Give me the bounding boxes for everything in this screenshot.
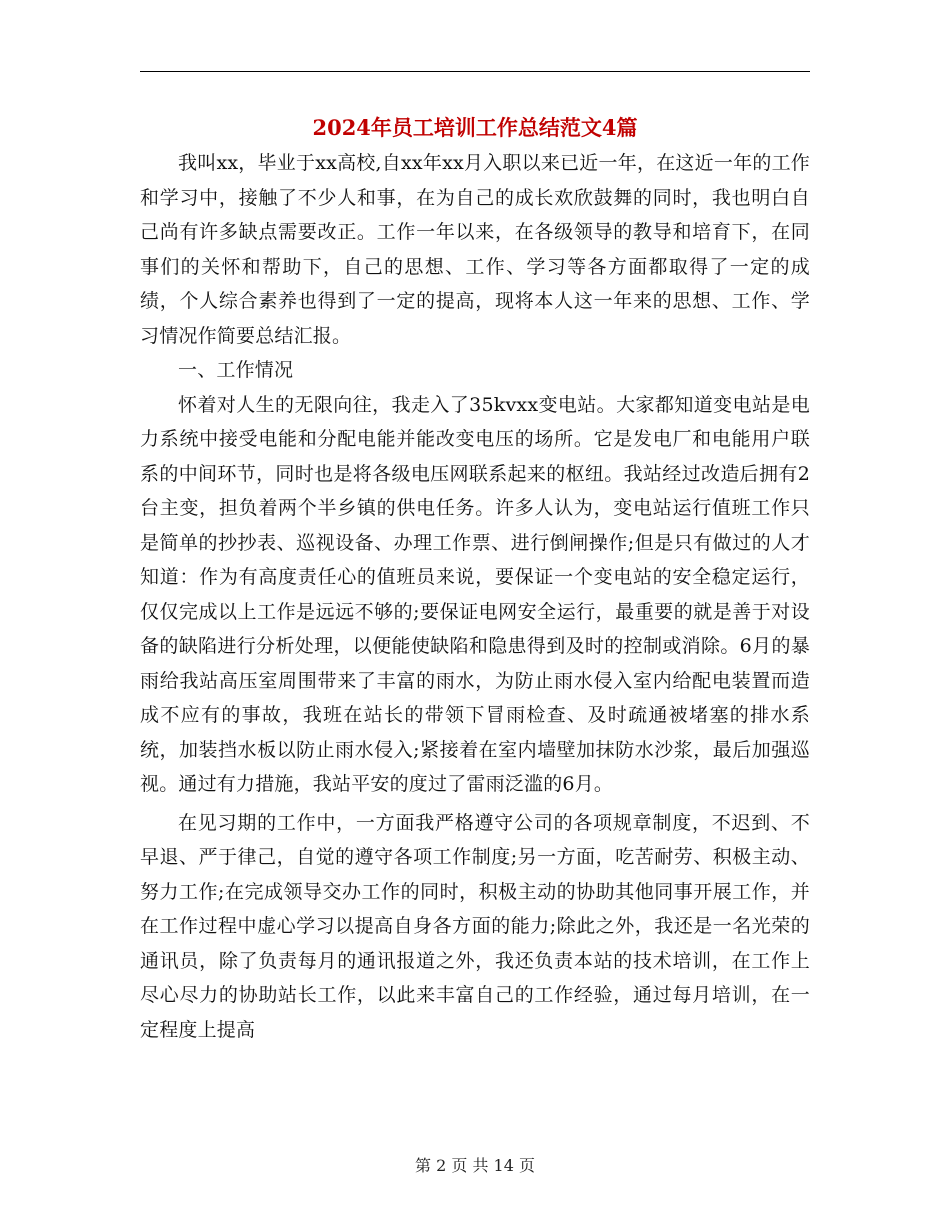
work-paragraph: 怀着对人生的无限向往，我走入了35kvxx变电站。大家都知道变电站是电力系统中接受电能和分配电能并能改变电压的场所。它是发电厂和电能用户联系的中间环节，同时也是将各级电压网联系起来的枢纽。我站经过改造后拥有2台主变，担负着两个半乡镇的供电任务。许多人认为，变电站运行值班工作只是简单的抄抄表、巡视设备、办理工作票、进行倒闸操作;但是只有做过的人才知道：作为有高度责任心的值班员来说，要保证一个变电站的安全稳定运行，仅仅完成以上工作是远远不够的;要保证电网安全运行，最重要的就是善于对设备的缺陷进行分析处理，以便能使缺陷和隐患得到及时的控制或消除。6月的暴雨给我站高压室周围带来了丰富的雨水，为防止雨水侵入室内给配电装置而造成不应有的事故，我班在站长的带领下冒雨检查、及时疏通被堵塞的排水系统，加装挡水板以防止雨水侵入;紧接着在室内墙壁加抹防水沙浆，最后加强巡视。通过有力措施，我站平安的度过了雷雨泛滥的6月。 — [140, 393, 810, 795]
header-rule — [140, 71, 810, 72]
document-title: 2024年员工培训工作总结范文4篇 — [312, 115, 638, 140]
section-heading-work: 一、工作情况 — [178, 359, 294, 381]
intro-paragraph: 我叫xx，毕业于xx高校,自xx年xx月入职以来已近一年，在这近一年的工作和学习中，接触了不少人和事，在为自己的成长欢欣鼓舞的同时，我也明白自己尚有许多缺点需要改正。工作一年以来，在各级领导的教导和培育下，在同事们的关怀和帮助下，自己的思想、工作、学习等各方面都取得了一定的成绩，个人综合素养也得到了一定的提高，现将本人这一年来的思想、工作、学习情况作简要总结汇报。 — [140, 152, 810, 347]
document-body — [140, 146, 810, 1047]
probation-paragraph: 在见习期的工作中，一方面我严格遵守公司的各项规章制度，不迟到、不早退、严于律己，自觉的遵守各项工作制度;另一方面，吃苦耐劳、积极主动、努力工作;在完成领导交办工作的同时，积极主动的协助其他同事开展工作，并在工作过程中虚心学习以提高自身各方面的能力;除此之外，我还是一名光荣的通讯员，除了负责每月的通讯报道之外，我还负责本站的技术培训，在工作上尽心尽力的协助站长工作，以此来丰富自己的工作经验，通过每月培训，在一定程度上提高 — [140, 811, 810, 1041]
page-number-footer: 第 2 页 共 14 页 — [415, 1156, 535, 1175]
